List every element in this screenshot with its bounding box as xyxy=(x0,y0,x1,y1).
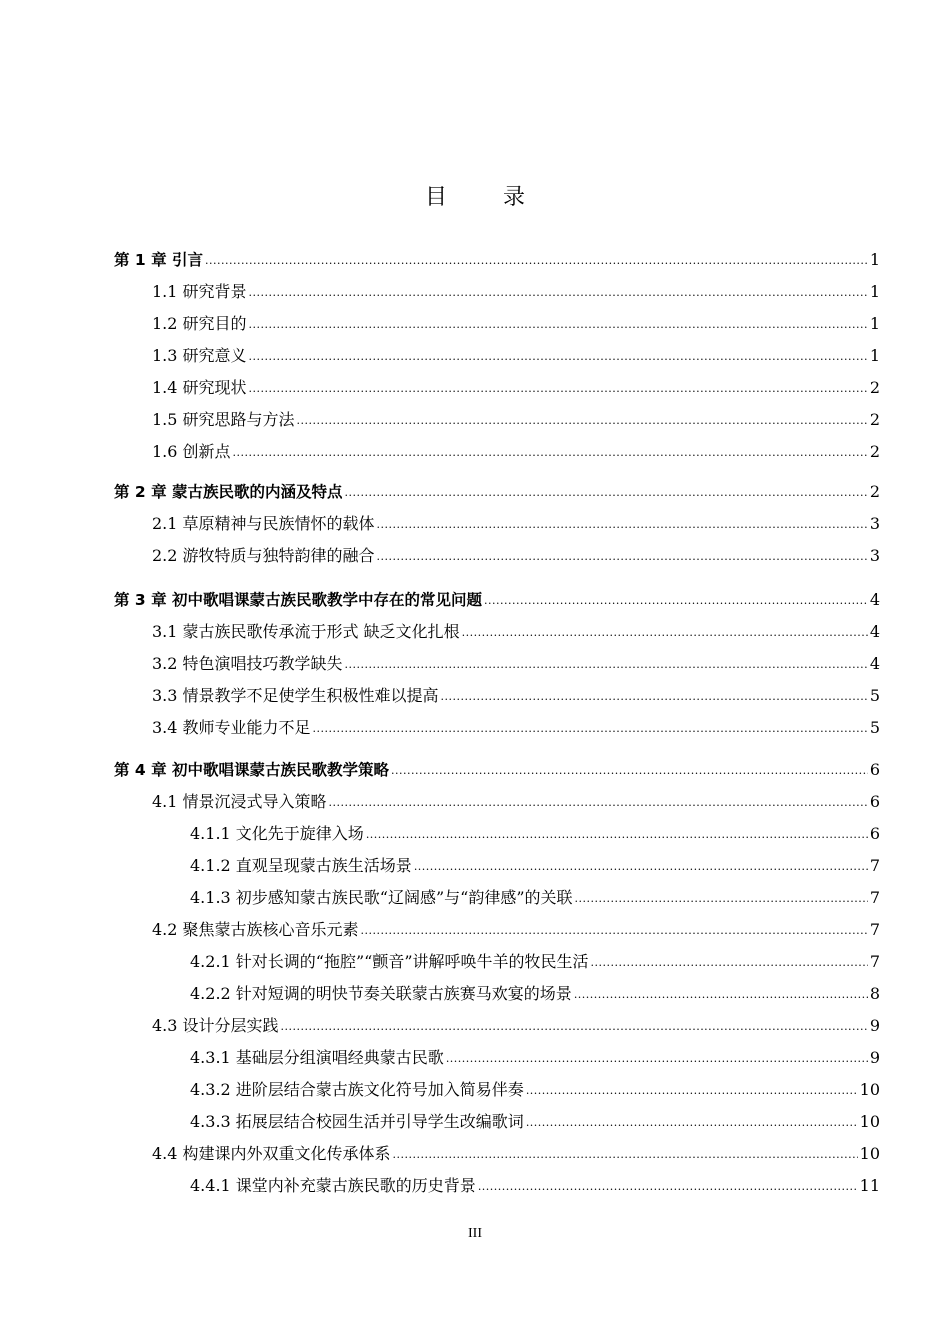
leader-dots xyxy=(329,793,868,813)
toc-entry-page: 2 xyxy=(869,482,880,501)
toc-entry-label: 1.3 研究意义 xyxy=(152,346,247,365)
toc-entry-ch3[interactable] xyxy=(114,590,880,610)
leader-dots xyxy=(393,1145,858,1165)
toc-entry-page: 2 xyxy=(869,410,880,429)
toc-entry-page: 2 xyxy=(869,442,880,461)
toc-entry-page: 2 xyxy=(869,378,880,397)
toc-entry-page: 1 xyxy=(869,346,880,365)
toc-entry-3-3[interactable] xyxy=(152,686,880,706)
toc-entry-label: 1.5 研究思路与方法 xyxy=(152,410,295,429)
leader-dots xyxy=(249,315,868,335)
page-number: III xyxy=(468,1226,482,1241)
toc-entry-label: 2.2 游牧特质与独特韵律的融合 xyxy=(152,546,375,565)
toc-entry-page: 7 xyxy=(869,888,880,907)
leader-dots xyxy=(205,251,868,271)
leader-dots xyxy=(441,687,868,707)
toc-entry-1-6[interactable] xyxy=(152,442,880,462)
toc-entry-ch4[interactable] xyxy=(114,760,880,780)
toc-entry-label: 2.1 草原精神与民族情怀的载体 xyxy=(152,514,375,533)
toc-entry-label: 4.3.1 基础层分组演唱经典蒙古民歌 xyxy=(190,1048,444,1067)
toc-entry-ch2[interactable] xyxy=(114,482,880,502)
toc-entry-label: 4.1.1 文化先于旋律入场 xyxy=(190,824,364,843)
toc-entry-1-3[interactable] xyxy=(152,346,880,366)
toc-entry-label: 4.2.2 针对短调的明快节奏关联蒙古族赛马欢宴的场景 xyxy=(190,984,572,1003)
toc-entry-1-1[interactable] xyxy=(152,282,880,302)
leader-dots xyxy=(462,623,868,643)
toc-entry-page: 7 xyxy=(869,952,880,971)
toc-entry-4-2-2[interactable] xyxy=(190,984,880,1004)
toc-entry-4-3-3[interactable] xyxy=(190,1112,880,1132)
toc-entry-label: 4.1.2 直观呈现蒙古族生活场景 xyxy=(190,856,412,875)
toc-entry-page: 6 xyxy=(869,760,880,779)
toc-entry-page: 5 xyxy=(869,686,880,705)
toc-entry-1-2[interactable] xyxy=(152,314,880,334)
toc-entry-label: 3.1 蒙古族民歌传承流于形式 缺乏文化扎根 xyxy=(152,622,460,641)
toc-entry-label: 3.3 情景教学不足使学生积极性难以提高 xyxy=(152,686,439,705)
toc-entry-4-4[interactable] xyxy=(152,1144,880,1164)
toc-entry-label: 1.6 创新点 xyxy=(152,442,231,461)
toc-entry-3-4[interactable] xyxy=(152,718,880,738)
leader-dots xyxy=(344,483,867,503)
leader-dots xyxy=(377,515,868,535)
leader-dots xyxy=(281,1017,868,1037)
leader-dots xyxy=(345,655,868,675)
toc-entry-page: 3 xyxy=(869,546,880,565)
toc-entry-4-3-1[interactable] xyxy=(190,1048,880,1068)
toc-entry-4-1-1[interactable] xyxy=(190,824,880,844)
toc-entry-page: 10 xyxy=(859,1144,880,1163)
toc-entry-page: 9 xyxy=(869,1048,880,1067)
toc-entry-2-2[interactable] xyxy=(152,546,880,566)
toc-entry-3-1[interactable] xyxy=(152,622,880,642)
toc-entry-label: 4.1.3 初步感知蒙古族民歌“辽阔感”与“韵律感”的关联 xyxy=(190,888,573,907)
toc-entry-label: 第 4 章 初中歌唱课蒙古族民歌教学策略 xyxy=(114,761,389,779)
toc-entry-label: 4.3 设计分层实践 xyxy=(152,1016,279,1035)
toc-entry-page: 7 xyxy=(869,920,880,939)
toc-entry-4-3[interactable] xyxy=(152,1016,880,1036)
leader-dots xyxy=(414,857,868,877)
toc-entry-page: 11 xyxy=(859,1176,880,1195)
toc-entry-label: 3.2 特色演唱技巧教学缺失 xyxy=(152,654,343,673)
toc-entry-label: 1.4 研究现状 xyxy=(152,378,247,397)
toc-entry-page: 1 xyxy=(869,250,880,269)
toc-entry-label: 第 1 章 引言 xyxy=(114,251,203,269)
toc-entry-4-2[interactable] xyxy=(152,920,880,940)
toc-entry-4-3-2[interactable] xyxy=(190,1080,880,1100)
toc-entry-ch1[interactable] xyxy=(114,250,880,270)
leader-dots xyxy=(526,1113,858,1133)
toc-entry-page: 7 xyxy=(869,856,880,875)
leader-dots xyxy=(484,591,868,611)
toc-entry-4-1-2[interactable] xyxy=(190,856,880,876)
leader-dots xyxy=(361,921,868,941)
toc-entry-label: 4.3.2 进阶层结合蒙古族文化符号加入简易伴奏 xyxy=(190,1080,524,1099)
toc-entry-label: 4.1 情景沉浸式导入策略 xyxy=(152,792,327,811)
toc-entry-page: 1 xyxy=(869,314,880,333)
leader-dots xyxy=(446,1049,868,1069)
leader-dots xyxy=(249,347,868,367)
leader-dots xyxy=(391,761,868,781)
leader-dots xyxy=(377,547,868,567)
toc-entry-3-2[interactable] xyxy=(152,654,880,674)
title-char-2: 录 xyxy=(503,185,526,210)
toc-entry-1-4[interactable] xyxy=(152,378,880,398)
toc-entry-label: 4.2 聚焦蒙古族核心音乐元素 xyxy=(152,920,359,939)
toc-entry-page: 6 xyxy=(869,824,880,843)
toc-entry-label: 第 3 章 初中歌唱课蒙古族民歌教学中存在的常见问题 xyxy=(114,591,482,609)
toc-entry-page: 10 xyxy=(859,1112,880,1131)
toc-entry-4-1[interactable] xyxy=(152,792,880,812)
toc-entry-label: 4.3.3 拓展层结合校园生活并引导学生改编歌词 xyxy=(190,1112,524,1131)
toc-entry-page: 9 xyxy=(869,1016,880,1035)
leader-dots xyxy=(366,825,868,845)
toc-entry-4-1-3[interactable] xyxy=(190,888,880,908)
leader-dots xyxy=(249,379,868,399)
toc-entry-label: 4.4.1 课堂内补充蒙古族民歌的历史背景 xyxy=(190,1176,476,1195)
toc-entry-page: 6 xyxy=(869,792,880,811)
leader-dots xyxy=(591,953,868,973)
toc-entry-label: 1.1 研究背景 xyxy=(152,282,247,301)
leader-dots xyxy=(249,283,868,303)
toc-entry-4-4-1[interactable] xyxy=(190,1176,880,1196)
toc-entry-page: 10 xyxy=(859,1080,880,1099)
title-char-1: 目 xyxy=(424,185,447,210)
toc-entry-label: 4.2.1 针对长调的“拖腔”“颤音”讲解呼唤牛羊的牧民生活 xyxy=(190,952,589,971)
toc-entry-label: 3.4 教师专业能力不足 xyxy=(152,718,311,737)
leader-dots xyxy=(233,443,868,463)
toc-entry-2-1[interactable] xyxy=(152,514,880,534)
toc-entry-page: 5 xyxy=(869,718,880,737)
toc-entry-4-2-1[interactable] xyxy=(190,952,880,972)
toc-entry-label: 4.4 构建课内外双重文化传承体系 xyxy=(152,1144,391,1163)
leader-dots xyxy=(478,1177,858,1197)
toc-entry-label: 第 2 章 蒙古族民歌的内涵及特点 xyxy=(114,483,343,501)
leader-dots xyxy=(526,1081,858,1101)
toc-entry-page: 4 xyxy=(869,590,880,609)
toc-entry-page: 4 xyxy=(869,654,880,673)
toc-entry-1-5[interactable] xyxy=(152,410,880,430)
toc-entry-page: 8 xyxy=(869,984,880,1003)
toc-entry-page: 4 xyxy=(869,622,880,641)
toc-entry-page: 3 xyxy=(869,514,880,533)
leader-dots xyxy=(297,411,868,431)
leader-dots xyxy=(313,719,868,739)
leader-dots xyxy=(575,889,868,909)
leader-dots xyxy=(574,985,868,1005)
toc-entry-label: 1.2 研究目的 xyxy=(152,314,247,333)
toc-title xyxy=(0,180,950,211)
toc-entry-page: 1 xyxy=(869,282,880,301)
